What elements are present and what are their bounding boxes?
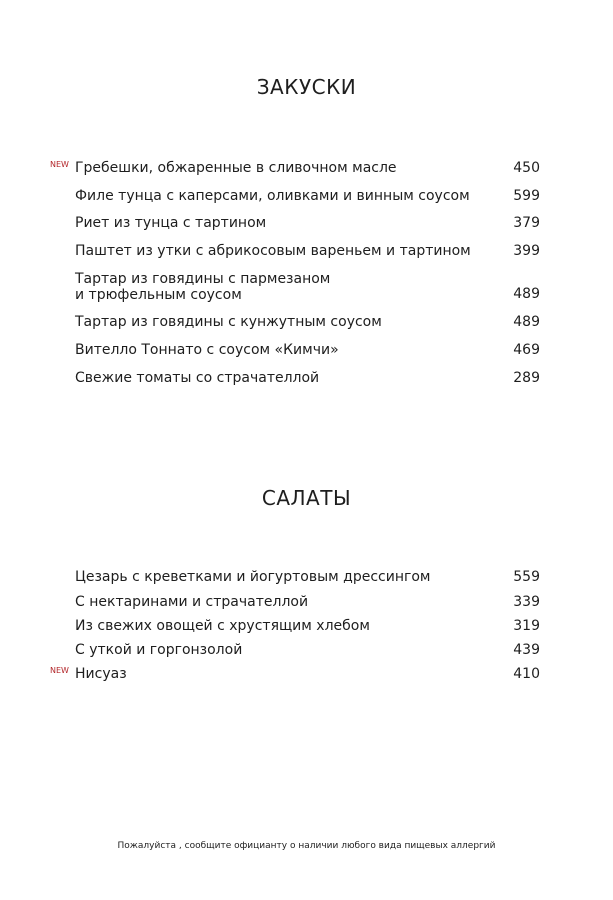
dish-price: 289 xyxy=(513,370,540,386)
section-title-zakuski: ЗАКУСКИ xyxy=(256,75,357,99)
dish-name: Риет из тунца с тартином xyxy=(75,215,267,231)
dish-price: 439 xyxy=(513,642,540,658)
dish-name: Филе тунца с каперсами, оливками и винным соусом xyxy=(75,188,470,204)
dish-price: 489 xyxy=(513,286,540,302)
new-badge: NEW xyxy=(50,666,69,675)
dish-name: Гребешки, обжаренные в сливочном масле xyxy=(75,160,397,176)
allergy-note: Пожалуйста , сообщите официанту о наличии любого вида пищевых аллергий xyxy=(117,841,496,851)
dish-price: 450 xyxy=(513,160,540,176)
dish-price: 489 xyxy=(513,314,540,330)
dish-price: 469 xyxy=(513,342,540,358)
dish-name: Цезарь с креветками и йогуртовым дрессингом xyxy=(75,569,431,585)
section-title-salaty: САЛАТЫ xyxy=(261,486,352,510)
dish-price: 410 xyxy=(513,666,540,682)
dish-name: С уткой и горгонзолой xyxy=(75,642,243,658)
new-badge: NEW xyxy=(50,160,69,169)
dish-price: 599 xyxy=(513,188,540,204)
dish-name: Нисуаз xyxy=(75,666,127,682)
dish-price: 379 xyxy=(513,215,540,231)
dish-name-line2: и трюфельным соусом xyxy=(75,287,242,303)
dish-price: 399 xyxy=(513,243,540,259)
dish-price: 339 xyxy=(513,594,540,610)
dish-name: Паштет из утки с абрикосовым вареньем и тартином xyxy=(75,243,471,259)
dish-price: 319 xyxy=(513,618,540,634)
dish-name: Из свежих овощей с хрустящим хлебом xyxy=(75,618,370,634)
dish-name-line1: Тартар из говядины с пармезаном xyxy=(75,271,331,287)
dish-name: Свежие томаты со страчателлой xyxy=(75,370,320,386)
dish-name: Вителло Тоннато с соусом «Кимчи» xyxy=(75,342,339,358)
dish-price: 559 xyxy=(513,569,540,585)
dish-name: С нектаринами и страчателлой xyxy=(75,594,309,610)
dish-name: Тартар из говядины с кунжутным соусом xyxy=(75,314,382,330)
